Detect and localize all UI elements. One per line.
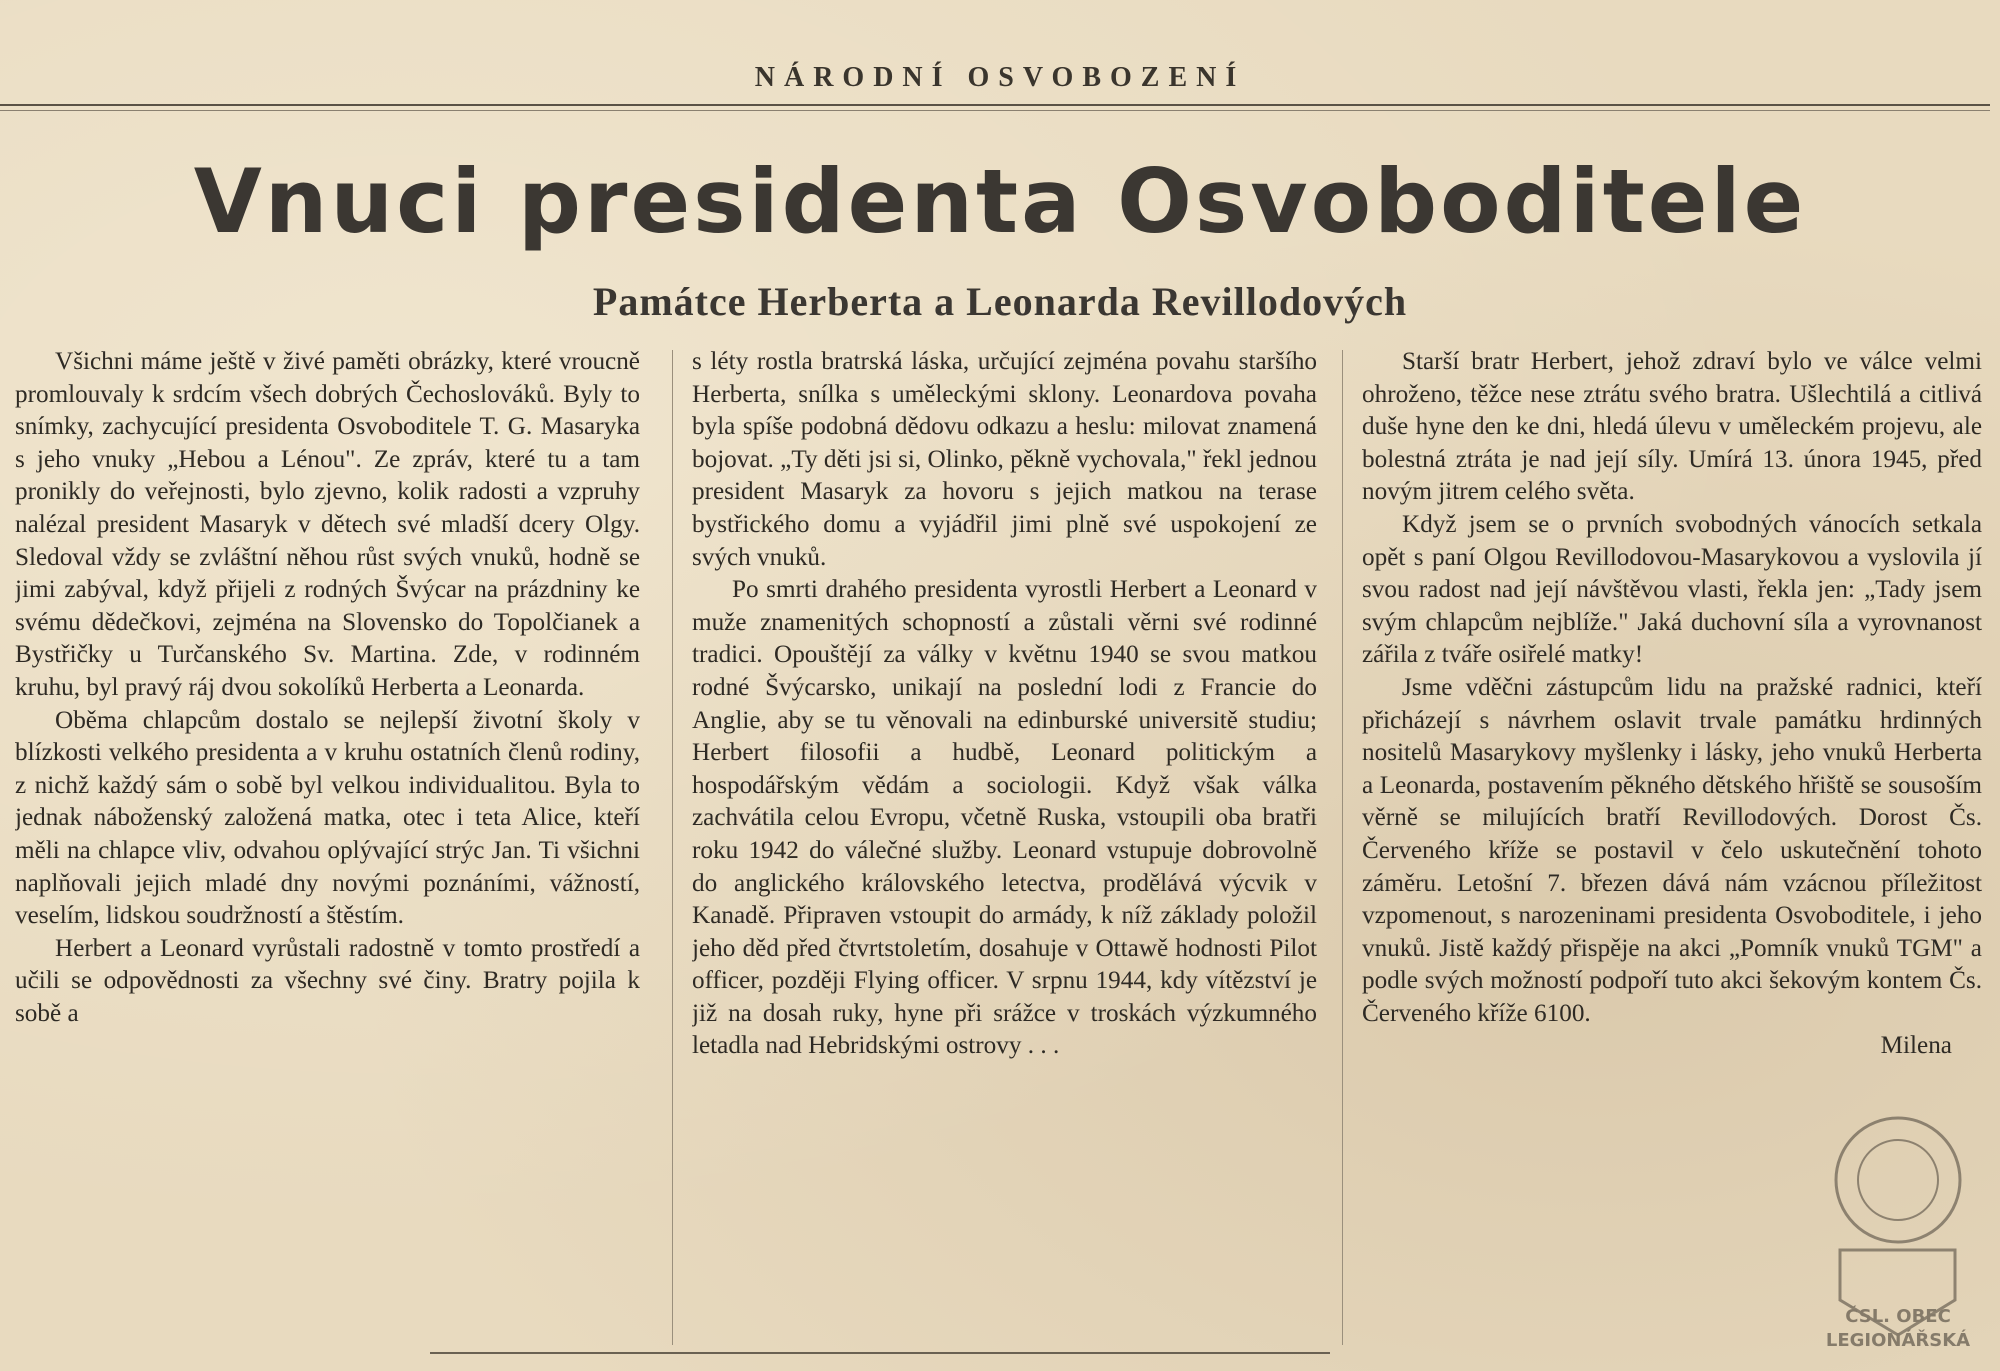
masthead: NÁRODNÍ OSVOBOZENÍ	[754, 62, 1246, 93]
stamp-emblem-ring	[1836, 1118, 1960, 1242]
column-divider	[1342, 350, 1343, 1345]
masthead-rule	[0, 104, 1990, 106]
paragraph: Starší bratr Herbert, jehož zdraví bylo ve válce velmi ohroženo, těžce nese ztrátu svého bratra. Ušlechtilá a citlivá duše hyne den ke dni, hledá úlevu v uměleckém projevu, ale bolestná ztráta je nad její síly. Umírá 13. února 1945, před novým jitrem celého světa.	[1362, 348, 1982, 506]
column-divider	[672, 350, 673, 1345]
legion-stamp-icon	[1810, 1100, 1985, 1355]
headline: Vnuci presidenta Osvoboditele	[193, 150, 1807, 253]
paragraph: s léty rostla bratrská láska, určující zejména povahu staršího Herberta, snílka s uměleckými sklony. Leonardova povaha byla spíše podobná dědovu odkazu a heslu: milovat znamená bojovat. „Ty děti jsi si, Olinko, pěkně vychovala," řekl jednou president Masaryk za hovoru s jejich matkou na terase bystřického domu a vyjádřil jimi plně své uspokojení ze svých vnuků.	[692, 348, 1317, 571]
paragraph: Herbert a Leonard vyrůstali radostně v tomto prostředí a učili se odpovědnosti za všechny své činy. Bratry pojila k sobě a	[15, 934, 640, 1027]
paragraph: Po smrti drahého presidenta vyrostli Herbert a Leonard v muže znamenitých schopností a zůstali věrni své rodinné tradici. Opouštějí za války v květnu 1940 se svou matkou rodné Švýcarsko, unikají na poslední lodi z Francie do Anglie, aby se tu věnovali na edinburské universitě studiu; Herbert filosofii a hudbě, Leonard politickým a hospodářským vědám a sociologii. Když však válka zachvátila celou Evropu, včetně Ruska, vstoupili oba bratři roku 1942 do válečné služby. Leonard vstupuje dobrovolně do anglického královského letectva, prodělává výcvik v Kanadě. Připraven vstoupit do armády, k níž základy položil jeho děd před čtvrtstoletím, dosahuje v Ottawě hodnosti Pilot officer, později Flying officer. V srpnu 1944, kdy vítězství je již na dosah ruky, hyne při srážce v troskách výzkumného letadla nad Hebridskými ostrovy . . .	[692, 576, 1317, 1060]
stamp-text-line2: LEGIONÁŘSKÁ	[1825, 1330, 1971, 1351]
article-column-2	[692, 346, 1317, 1351]
article-column-1	[15, 346, 640, 1351]
author-signature: Milena	[1880, 1032, 1952, 1060]
subheadline: Památce Herberta a Leonarda Revillodových	[592, 279, 1408, 324]
paragraph: Jsme vděčni zástupcům lidu na pražské radnici, kteří přicházejí s návrhem oslavit trvale památku hrdinných nositelů Masarykovy myšlenky i lásky, jeho vnuků Herberta a Leonarda, postavením pěkného dětského hřiště se sousoším věrně se milujících bratří Revillodových. Dorost Čs. Červeného kříže se postavil v čelo uskutečnění tohoto záměru. Letošní 7. březen dává nám vzácnou příležitost vzpomenout, s narozeninami presidenta Osvoboditele, i jeho vnuků. Jistě každý přispěje na akci „Pomník vnuků TGM" a podle svých možností podpoří tuto akci šekovým kontem Čs. Červeného kříže 6100.	[1362, 673, 1982, 1027]
paragraph: Když jsem se o prvních svobodných vánocích setkala opět s paní Olgou Revillodovou-Masarykovou a vyslovila jí svou radost nad její návštěvou vlasti, řekla jen: „Tady jsem svým chlapcům nejblíže." Jaká duchovní síla a vyrovnanost zářila z tváře osiřelé matky!	[1362, 510, 1982, 669]
bottom-rule	[430, 1352, 1330, 1354]
stamp-text-line1: ČSL. OBEC	[1845, 1306, 1951, 1327]
paragraph: Všichni máme ještě v živé paměti obrázky, které vroucně promlouvaly k srdcím všech dobrých Čechoslováků. Byly to snímky, zachycující presidenta Osvoboditele T. G. Masaryka s jeho vnuky „Hebou a Lénou". Ze zpráv, které tu a tam pronikly do veřejnosti, bylo zjevno, kolik radosti a vzpruhy nalézal president Masaryk v dětech své mladší dcery Olgy. Sledoval vždy se zvláštní něhou růst svých vnuků, hodně se jimi zabýval, když přijeli z rodných Švýcar na prázdniny ke svému dědečkovi, zejména na Slovensko do Topolčianek a Bystřičky u Turčanského Sv. Martina. Zde, v rodinném kruhu, byl pravý ráj dvou sokolíků Herberta a Leonarda.	[15, 348, 640, 701]
masthead-rule-thin	[0, 110, 1990, 111]
paragraph: Oběma chlapcům dostalo se nejlepší životní školy v blízkosti velkého presidenta a v kruhu ostatních členů rodiny, z nichž každý sám o sobě byl velkou individualitou. Byla to jednak náboženský založená matka, otec i teta Alice, kteří měli na chlapce vliv, odvahou oplývající strýc Jan. Ti všichni naplňovali jejich mladé dny novými poznáními, vážností, veselím, lidskou soudržností a štěstím.	[15, 706, 640, 930]
stamp-emblem-inner	[1858, 1140, 1938, 1220]
